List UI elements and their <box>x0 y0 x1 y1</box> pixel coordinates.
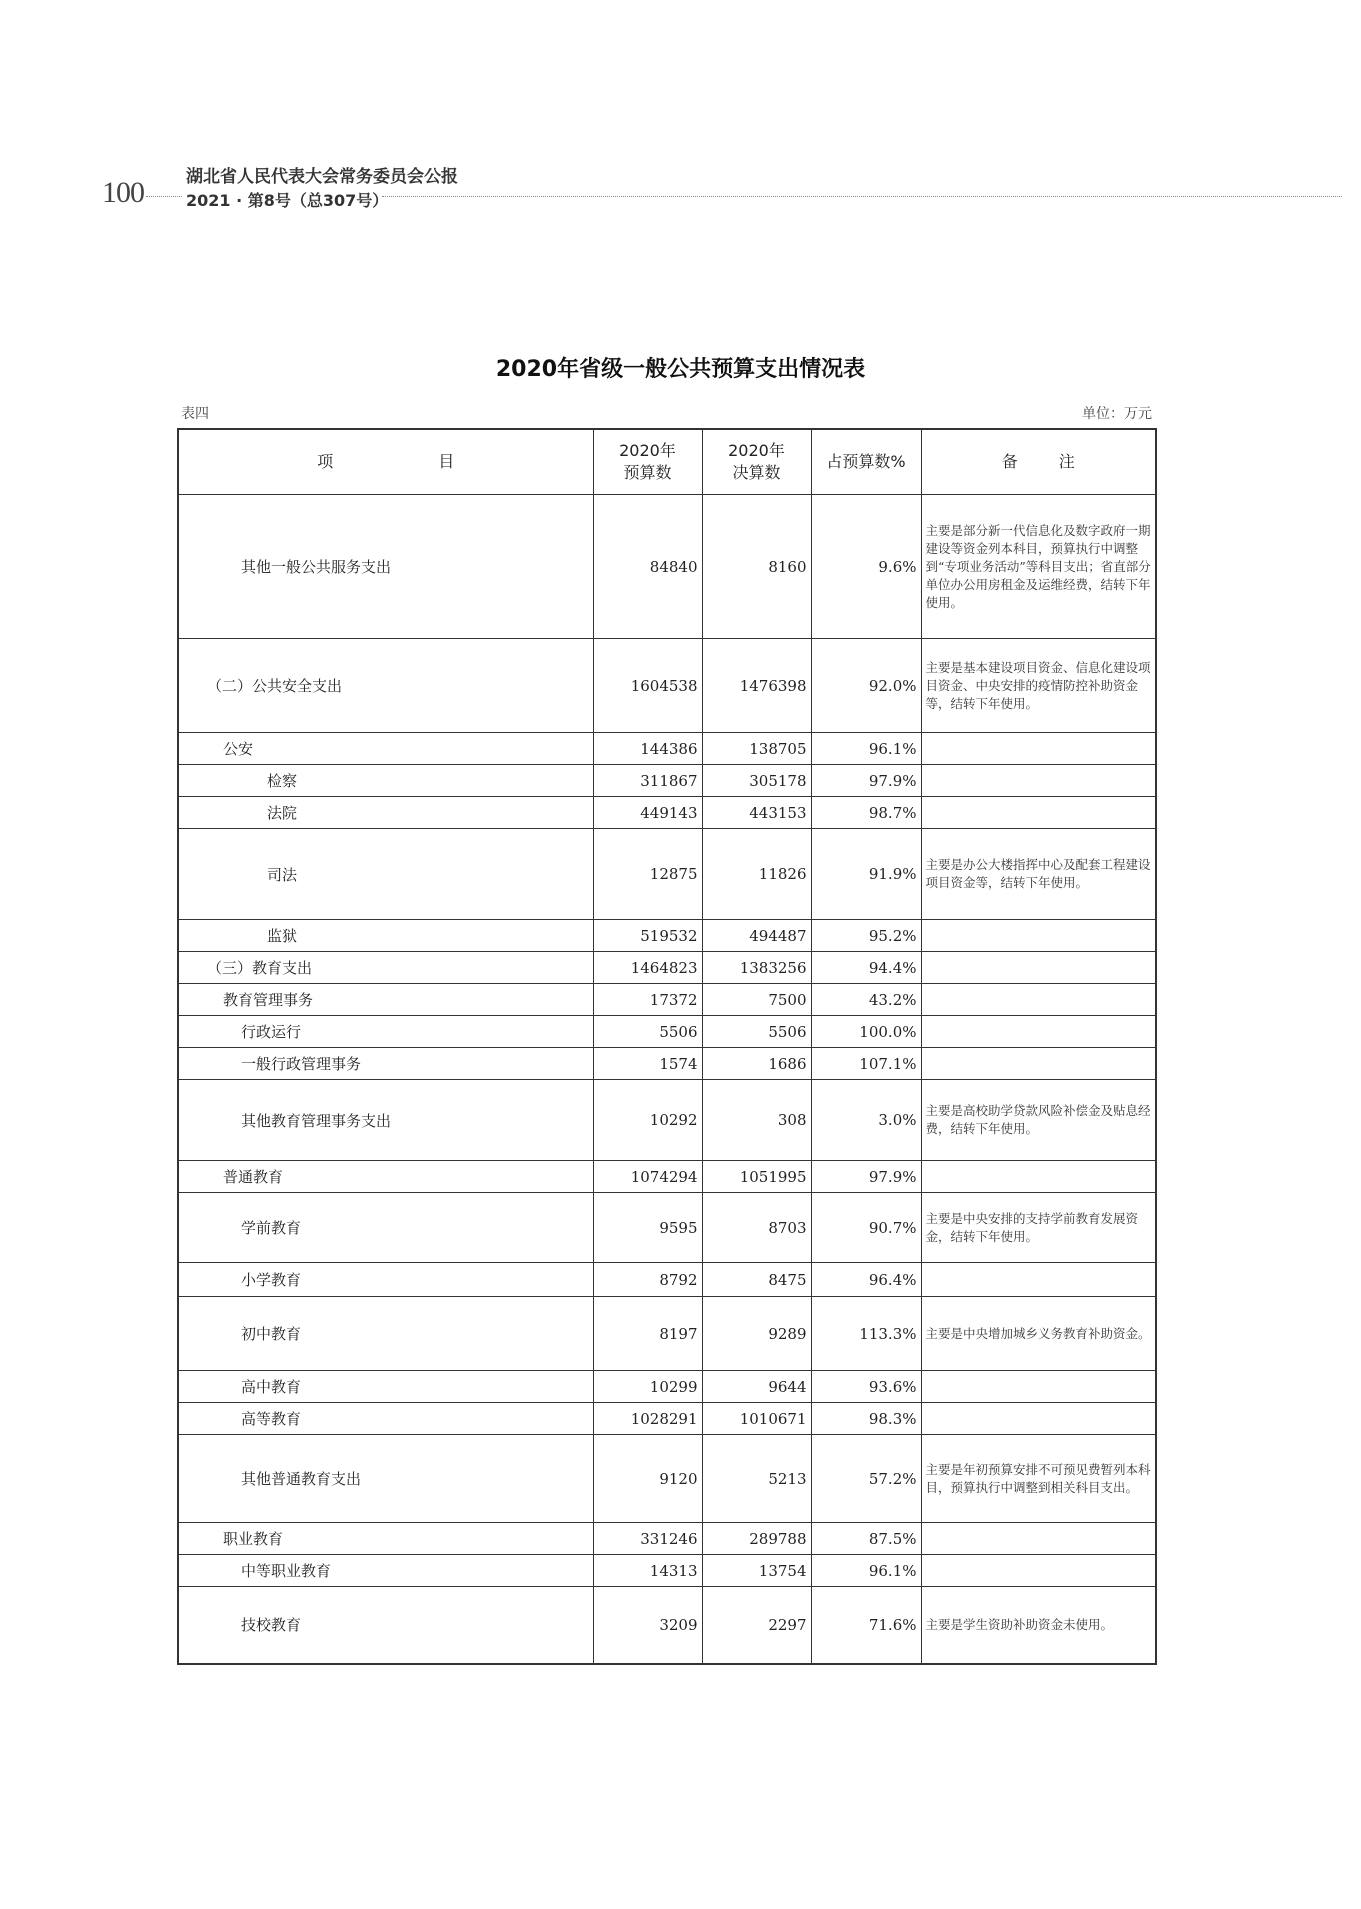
row-budget-value: 10292 <box>593 1080 702 1161</box>
table-row <box>178 1297 1156 1371</box>
row-budget-value: 9120 <box>593 1435 702 1523</box>
row-ratio-value: 95.2% <box>811 920 921 952</box>
row-note <box>921 1048 1156 1080</box>
table-row <box>178 1080 1156 1161</box>
row-note <box>921 1403 1156 1435</box>
row-final-value: 11826 <box>702 829 811 920</box>
journal-title: 湖北省人民代表大会常务委员会公报 <box>186 167 458 187</box>
row-ratio-value: 96.1% <box>811 1555 921 1587</box>
row-item-name: 中等职业教育 <box>178 1555 593 1587</box>
row-item-name: 技校教育 <box>178 1587 593 1664</box>
row-note: 主要是部分新一代信息化及数字政府一期建设等资金列本科目，预算执行中调整到“专项业务活动”等科目支出；省直部分单位办公用房租金及运维经费，结转下年使用。 <box>921 495 1156 639</box>
row-item-name: 行政运行 <box>178 1016 593 1048</box>
row-item-name: 教育管理事务 <box>178 984 593 1016</box>
table-row <box>178 1435 1156 1523</box>
row-item-name: （三）教育支出 <box>178 952 593 984</box>
row-item-name: 其他教育管理事务支出 <box>178 1080 593 1161</box>
row-final-value: 305178 <box>702 765 811 797</box>
row-note <box>921 1161 1156 1193</box>
row-item-name: 一般行政管理事务 <box>178 1048 593 1080</box>
row-final-value: 7500 <box>702 984 811 1016</box>
row-ratio-value: 107.1% <box>811 1048 921 1080</box>
header-rule-right <box>382 196 1342 197</box>
row-ratio-value: 90.7% <box>811 1193 921 1263</box>
row-ratio-value: 92.0% <box>811 639 921 733</box>
header-ratio: 占预算数% <box>811 429 921 495</box>
row-final-value: 2297 <box>702 1587 811 1664</box>
row-note <box>921 920 1156 952</box>
row-budget-value: 10299 <box>593 1371 702 1403</box>
table-row <box>178 1263 1156 1297</box>
row-ratio-value: 98.7% <box>811 797 921 829</box>
row-item-name: 法院 <box>178 797 593 829</box>
row-ratio-value: 96.4% <box>811 1263 921 1297</box>
row-ratio-value: 71.6% <box>811 1587 921 1664</box>
table-row <box>178 733 1156 765</box>
table-row <box>178 829 1156 920</box>
row-note <box>921 984 1156 1016</box>
row-final-value: 9289 <box>702 1297 811 1371</box>
table-id: 表四 <box>181 406 209 422</box>
row-ratio-value: 98.3% <box>811 1403 921 1435</box>
row-item-name: 小学教育 <box>178 1263 593 1297</box>
row-note <box>921 1371 1156 1403</box>
row-ratio-value: 57.2% <box>811 1435 921 1523</box>
row-item-name: 其他一般公共服务支出 <box>178 495 593 639</box>
row-item-name: 高中教育 <box>178 1371 593 1403</box>
row-final-value: 1476398 <box>702 639 811 733</box>
row-budget-value: 9595 <box>593 1193 702 1263</box>
row-note: 主要是办公大楼指挥中心及配套工程建设项目资金等，结转下年使用。 <box>921 829 1156 920</box>
row-ratio-value: 100.0% <box>811 1016 921 1048</box>
row-final-value: 8703 <box>702 1193 811 1263</box>
unit-label: 单位：万元 <box>1082 406 1152 422</box>
row-ratio-value: 3.0% <box>811 1080 921 1161</box>
row-note <box>921 1263 1156 1297</box>
header-budget: 2020年 预算数 <box>593 429 702 495</box>
row-note <box>921 1523 1156 1555</box>
row-note: 主要是中央安排的支持学前教育发展资金，结转下年使用。 <box>921 1193 1156 1263</box>
row-item-name: 监狱 <box>178 920 593 952</box>
row-final-value: 5506 <box>702 1016 811 1048</box>
table-row <box>178 1016 1156 1048</box>
row-item-name: 检察 <box>178 765 593 797</box>
row-budget-value: 84840 <box>593 495 702 639</box>
row-note: 主要是高校助学贷款风险补偿金及贴息经费，结转下年使用。 <box>921 1080 1156 1161</box>
row-budget-value: 1074294 <box>593 1161 702 1193</box>
row-ratio-value: 94.4% <box>811 952 921 984</box>
row-item-name: 学前教育 <box>178 1193 593 1263</box>
row-note <box>921 765 1156 797</box>
row-budget-value: 17372 <box>593 984 702 1016</box>
row-final-value: 308 <box>702 1080 811 1161</box>
row-item-name: 公安 <box>178 733 593 765</box>
table-row <box>178 1523 1156 1555</box>
row-final-value: 1010671 <box>702 1403 811 1435</box>
row-note <box>921 952 1156 984</box>
row-final-value: 138705 <box>702 733 811 765</box>
row-budget-value: 3209 <box>593 1587 702 1664</box>
table-row <box>178 797 1156 829</box>
table-row <box>178 495 1156 639</box>
row-budget-value: 12875 <box>593 829 702 920</box>
journal-issue: 2021 · 第8号（总307号） <box>186 191 389 210</box>
row-final-value: 1686 <box>702 1048 811 1080</box>
row-note <box>921 733 1156 765</box>
table-row <box>178 1403 1156 1435</box>
row-budget-value: 449143 <box>593 797 702 829</box>
row-budget-value: 1028291 <box>593 1403 702 1435</box>
row-final-value: 1051995 <box>702 1161 811 1193</box>
row-note <box>921 1555 1156 1587</box>
budget-table <box>177 428 1157 1665</box>
row-note: 主要是基本建设项目资金、信息化建设项目资金、中央安排的疫情防控补助资金等，结转下年使用。 <box>921 639 1156 733</box>
row-item-name: （二）公共安全支出 <box>178 639 593 733</box>
row-final-value: 5213 <box>702 1435 811 1523</box>
row-item-name: 其他普通教育支出 <box>178 1435 593 1523</box>
row-ratio-value: 93.6% <box>811 1371 921 1403</box>
row-final-value: 13754 <box>702 1555 811 1587</box>
header-item: 项 目 <box>178 429 593 495</box>
table-title: 2020年省级一般公共预算支出情况表 <box>495 357 866 382</box>
row-ratio-value: 97.9% <box>811 1161 921 1193</box>
row-item-name: 司法 <box>178 829 593 920</box>
table-row <box>178 1587 1156 1664</box>
row-item-name: 普通教育 <box>178 1161 593 1193</box>
row-final-value: 8160 <box>702 495 811 639</box>
table-body <box>178 495 1156 1664</box>
row-ratio-value: 96.1% <box>811 733 921 765</box>
row-budget-value: 331246 <box>593 1523 702 1555</box>
row-item-name: 初中教育 <box>178 1297 593 1371</box>
row-note <box>921 797 1156 829</box>
row-budget-value: 14313 <box>593 1555 702 1587</box>
row-final-value: 443153 <box>702 797 811 829</box>
table-row <box>178 765 1156 797</box>
row-budget-value: 5506 <box>593 1016 702 1048</box>
row-item-name: 高等教育 <box>178 1403 593 1435</box>
row-ratio-value: 43.2% <box>811 984 921 1016</box>
row-final-value: 289788 <box>702 1523 811 1555</box>
header-final: 2020年 决算数 <box>702 429 811 495</box>
row-ratio-value: 113.3% <box>811 1297 921 1371</box>
row-ratio-value: 87.5% <box>811 1523 921 1555</box>
table-row <box>178 1048 1156 1080</box>
header-rule-left <box>146 196 182 197</box>
row-budget-value: 1604538 <box>593 639 702 733</box>
table-row <box>178 984 1156 1016</box>
table-row <box>178 920 1156 952</box>
row-note: 主要是中央增加城乡义务教育补助资金。 <box>921 1297 1156 1371</box>
table-row <box>178 952 1156 984</box>
row-budget-value: 311867 <box>593 765 702 797</box>
row-budget-value: 1574 <box>593 1048 702 1080</box>
page-number: 100 <box>102 176 144 209</box>
row-ratio-value: 9.6% <box>811 495 921 639</box>
table-header-row <box>178 429 1156 495</box>
row-note: 主要是学生资助补助资金未使用。 <box>921 1587 1156 1664</box>
row-item-name: 职业教育 <box>178 1523 593 1555</box>
row-budget-value: 144386 <box>593 733 702 765</box>
row-budget-value: 8197 <box>593 1297 702 1371</box>
table-row <box>178 1161 1156 1193</box>
header-note: 备 注 <box>921 429 1156 495</box>
row-final-value: 494487 <box>702 920 811 952</box>
row-note <box>921 1016 1156 1048</box>
row-budget-value: 519532 <box>593 920 702 952</box>
row-budget-value: 1464823 <box>593 952 702 984</box>
table-row <box>178 639 1156 733</box>
table-row <box>178 1371 1156 1403</box>
row-note: 主要是年初预算安排不可预见费暂列本科目，预算执行中调整到相关科目支出。 <box>921 1435 1156 1523</box>
row-final-value: 1383256 <box>702 952 811 984</box>
row-final-value: 9644 <box>702 1371 811 1403</box>
row-ratio-value: 97.9% <box>811 765 921 797</box>
row-final-value: 8475 <box>702 1263 811 1297</box>
table-row <box>178 1193 1156 1263</box>
row-budget-value: 8792 <box>593 1263 702 1297</box>
table-row <box>178 1555 1156 1587</box>
row-ratio-value: 91.9% <box>811 829 921 920</box>
